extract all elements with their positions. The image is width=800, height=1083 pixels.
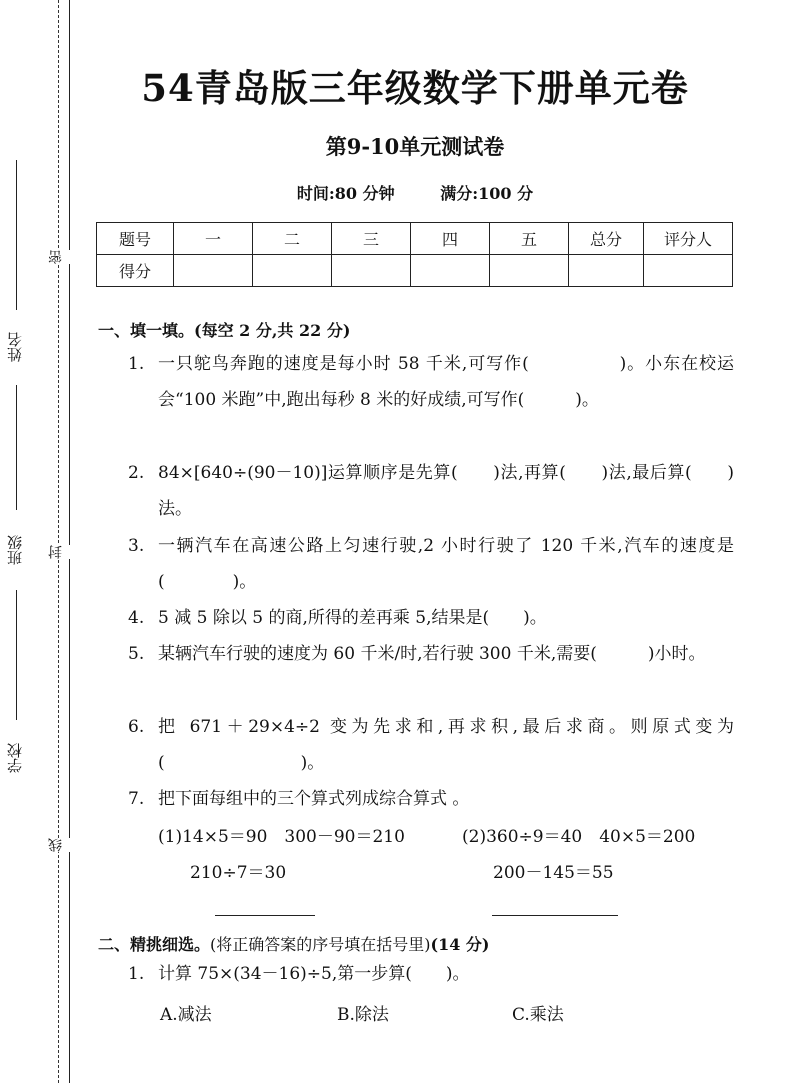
name-label: 姓名 <box>6 332 24 362</box>
q7-group2-line2: 200－145＝55 <box>493 863 614 883</box>
option-a: A.减法 <box>160 1005 212 1025</box>
q7-answer-line-2[interactable] <box>492 915 618 916</box>
school-blank[interactable] <box>16 590 17 720</box>
score-table-header-row <box>97 223 733 255</box>
score-header-cell: 题号 <box>97 223 174 255</box>
exam-time: 时间:80 分钟 <box>296 184 395 203</box>
score-cell[interactable] <box>332 255 411 287</box>
question-text: 把下面每组中的三个算式列成综合算式 。 <box>158 789 470 809</box>
section2-title-text: 二、精挑细选。 <box>98 935 211 954</box>
score-header-cell: 二 <box>253 223 332 255</box>
question-1 <box>128 346 734 418</box>
name-blank[interactable] <box>16 160 17 310</box>
question-4 <box>128 600 734 636</box>
section1-title: 一、填一填。(每空 2 分,共 22 分) <box>98 321 351 340</box>
score-header-cell: 五 <box>490 223 569 255</box>
q7-group1-line2: 210÷7＝30 <box>190 863 287 883</box>
score-cell[interactable] <box>490 255 569 287</box>
score-table <box>96 222 733 287</box>
exam-info <box>100 181 730 204</box>
option-b: B.除法 <box>337 1005 389 1025</box>
section2-title <box>98 932 490 955</box>
score-row-label: 得分 <box>97 255 174 287</box>
question-number: 2. <box>128 463 145 483</box>
exam-full-score: 满分:100 分 <box>440 184 534 203</box>
question-text: 84×[640÷(90－10)]运算顺序是先算( )法,再算( )法,最后算( )法。 <box>158 463 734 519</box>
score-cell[interactable] <box>569 255 644 287</box>
question-text: 一只鸵鸟奔跑的速度是每小时 58 千米,可写作( )。小东在校运会“100 米跑”中,跑出每秒 8 米的好成绩,可写作( )。 <box>158 354 734 410</box>
question-7 <box>128 781 734 817</box>
question-number: 1. <box>128 354 145 374</box>
page-subtitle: 第9-10单元测试卷 <box>325 134 505 159</box>
margin-solid-line <box>69 0 70 1083</box>
question-number: 7. <box>128 789 145 809</box>
s2-question-1 <box>128 956 734 992</box>
section2-score: (14 分) <box>430 935 490 954</box>
question-number: 1. <box>128 964 145 984</box>
class-label: 班级 <box>6 535 24 565</box>
score-cell[interactable] <box>644 255 733 287</box>
section2-note: (将正确答案的序号填在括号里) <box>210 935 431 954</box>
score-header-cell: 总分 <box>569 223 644 255</box>
question-text: 把 671＋29×4÷2 变为先求和,再求积,最后求商。则原式变为( )。 <box>158 717 734 773</box>
score-header-cell: 一 <box>174 223 253 255</box>
question-number: 3. <box>128 536 145 556</box>
score-table-score-row <box>97 255 733 287</box>
question-text: 某辆汽车行驶的速度为 60 千米/时,若行驶 300 千米,需要( )小时。 <box>158 644 706 664</box>
margin-dashed-line <box>58 0 59 1083</box>
question-6 <box>128 709 734 781</box>
school-label: 学校 <box>6 743 24 773</box>
question-text: 计算 75×(34－16)÷5,第一步算( )。 <box>158 964 470 984</box>
question-3 <box>128 528 734 600</box>
option-c: C.乘法 <box>512 1005 564 1025</box>
page-title: 54青岛版三年级数学下册单元卷 <box>141 66 689 110</box>
seal-char-mi: 密 <box>46 250 70 264</box>
score-header-cell: 三 <box>332 223 411 255</box>
class-blank[interactable] <box>16 385 17 510</box>
seal-char-feng: 封 <box>46 545 70 559</box>
score-cell[interactable] <box>411 255 490 287</box>
score-header-cell: 四 <box>411 223 490 255</box>
question-number: 5. <box>128 644 145 664</box>
q7-group1-line1: (1)14×5＝90 300－90＝210 <box>158 827 405 847</box>
question-number: 6. <box>128 717 145 737</box>
q7-answer-line-1[interactable] <box>215 915 315 916</box>
q7-group2-line1: (2)360÷9＝40 40×5＝200 <box>462 827 696 847</box>
question-number: 4. <box>128 608 145 628</box>
question-text: 5 减 5 除以 5 的商,所得的差再乘 5,结果是( )。 <box>158 608 547 628</box>
question-text: 一辆汽车在高速公路上匀速行驶,2 小时行驶了 120 千米,汽车的速度是( )。 <box>158 536 734 592</box>
score-header-cell: 评分人 <box>644 223 733 255</box>
score-cell[interactable] <box>174 255 253 287</box>
score-cell[interactable] <box>253 255 332 287</box>
question-5 <box>128 636 734 672</box>
question-2 <box>128 455 734 527</box>
seal-char-xian: 线 <box>46 838 70 852</box>
